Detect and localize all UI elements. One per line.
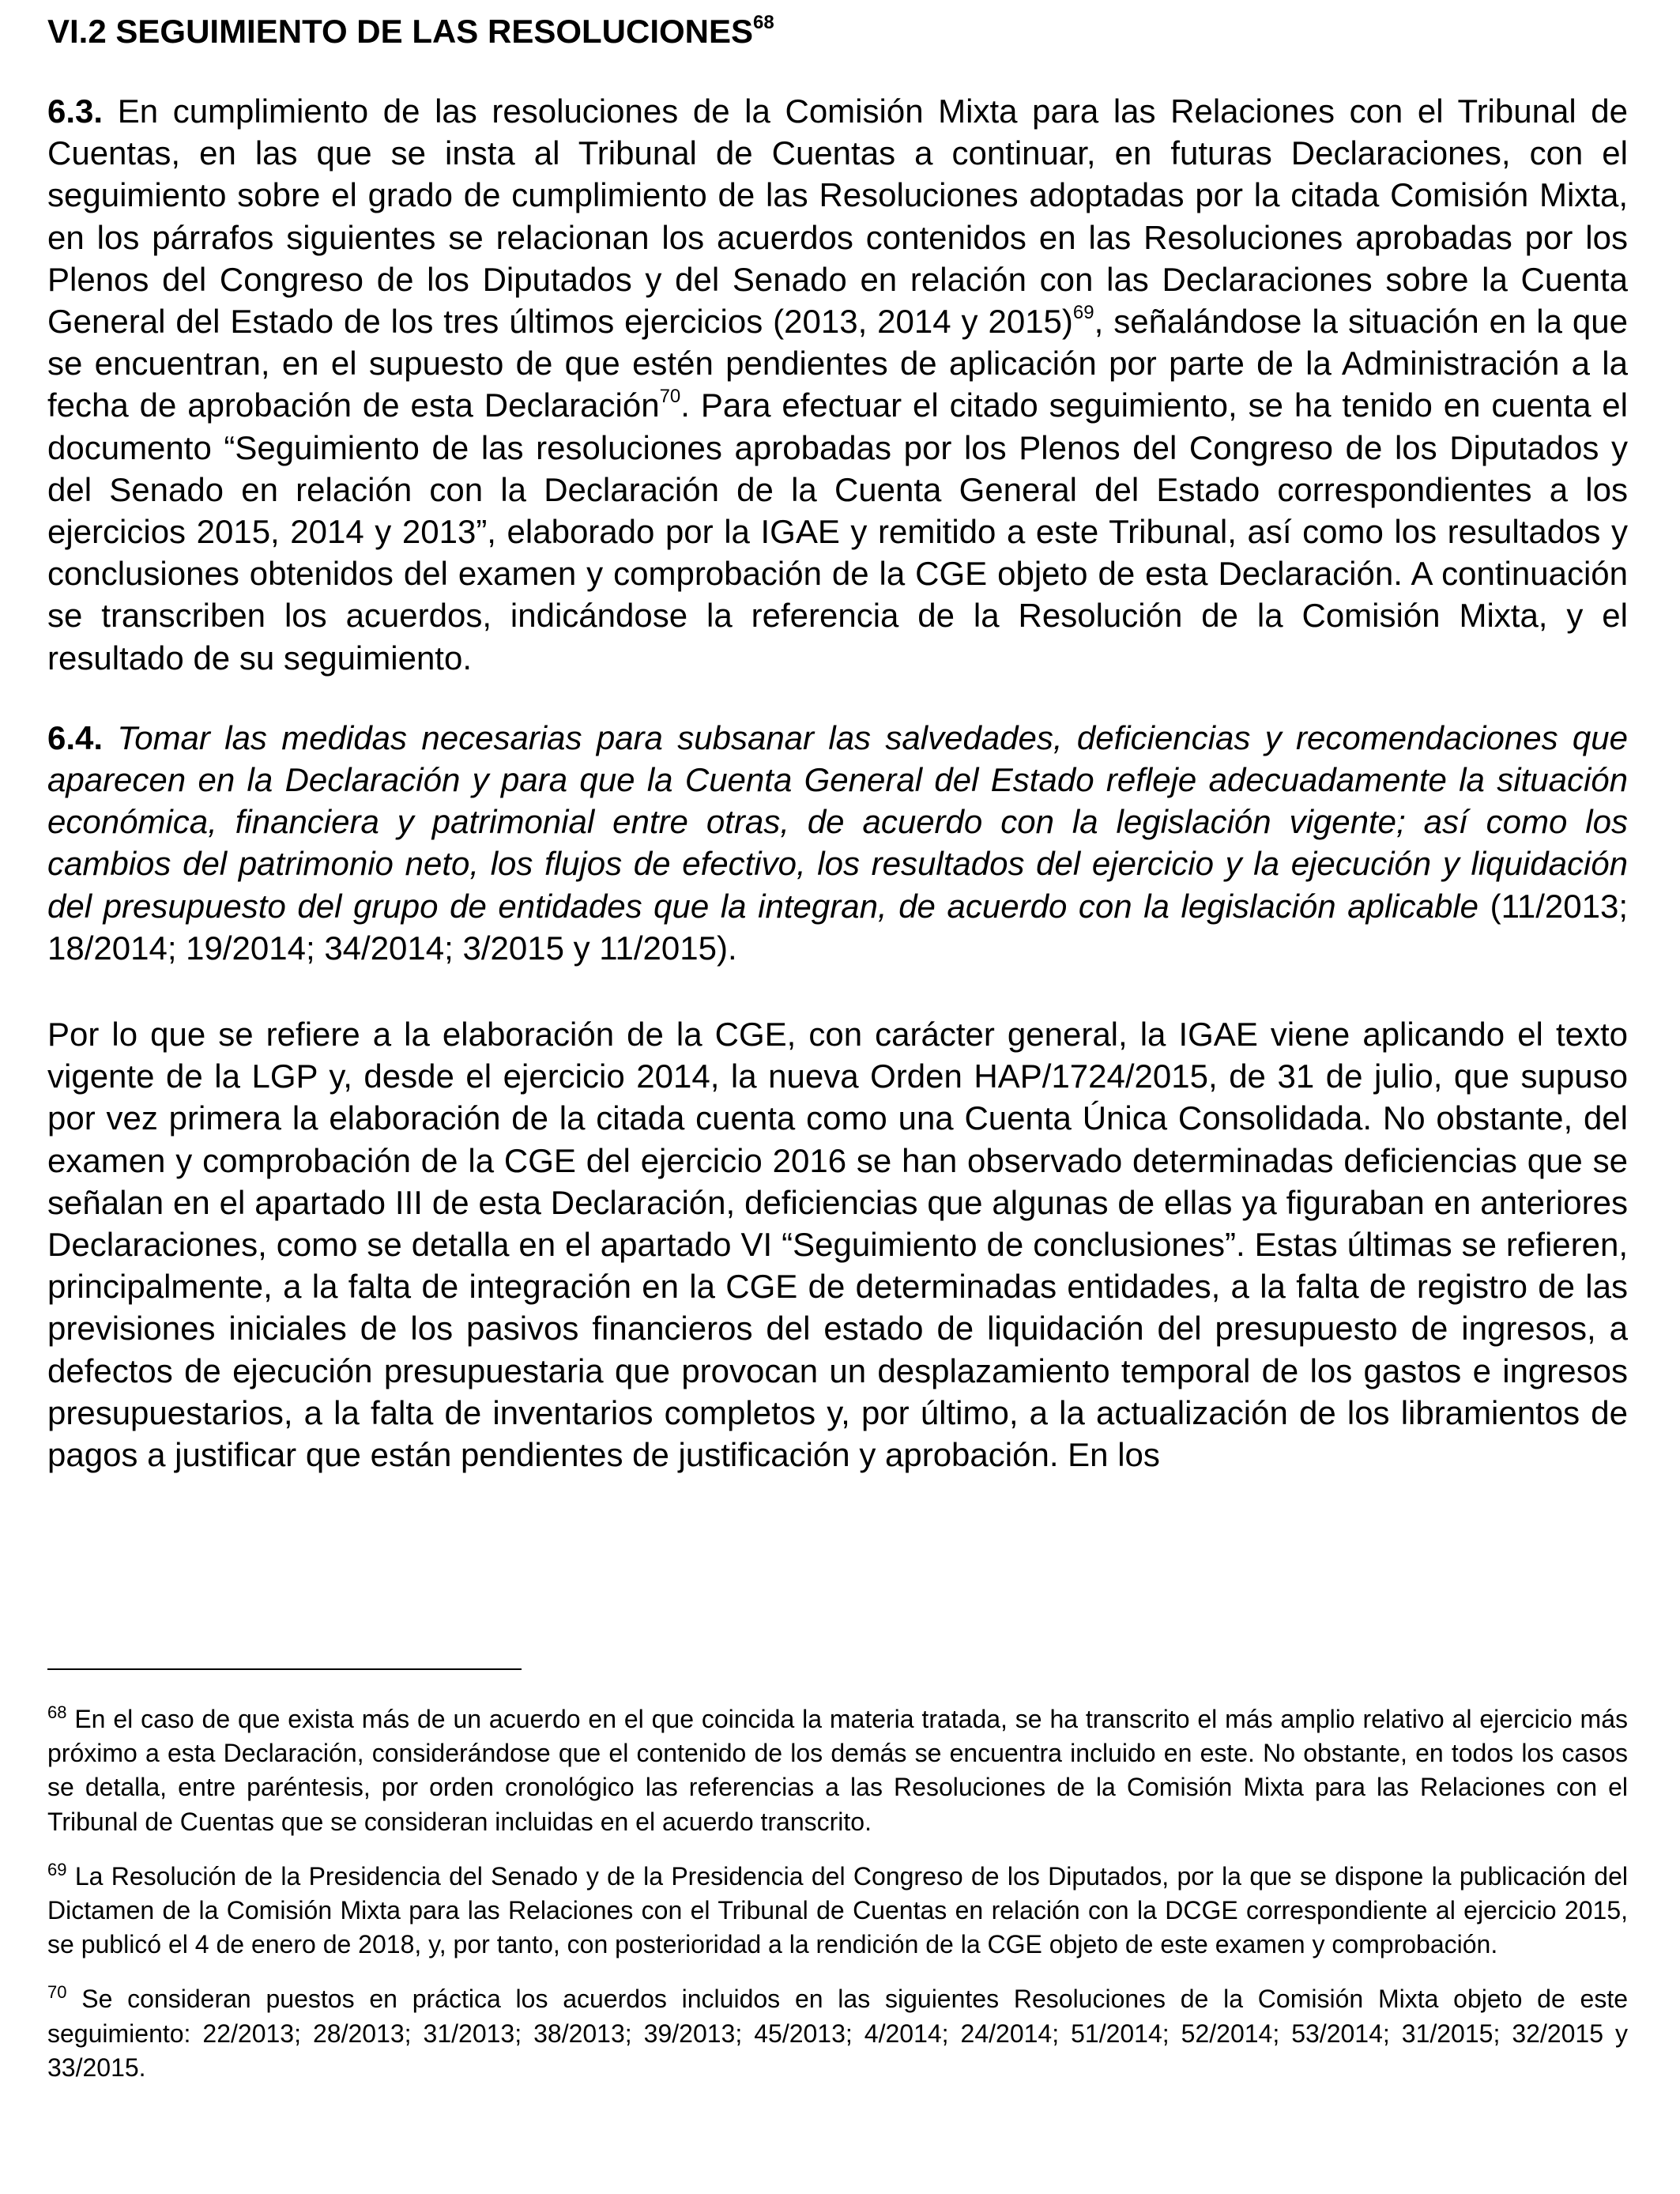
paragraph-cge-elaboration (47, 1013, 1628, 1476)
footnote-number: 68 (47, 1702, 67, 1722)
paragraph-number: 6.3. (47, 92, 104, 130)
footnote-text: La Resolución de la Presidencia del Senado y de la Presidencia del Congreso de los Diputados, por la que se dispone la publicación del Dictamen de la Comisión Mixta para las Relaciones con el Tribunal de Cuentas en relación con la DCGE correspondiente al ejercicio 2015, se publicó el 4 de enero de 2018, y, por tanto, con posterioridad a la rendición de la CGE objeto de este examen y comprobación. (47, 1861, 1628, 1959)
footnote-69 (47, 1860, 1628, 1962)
paragraph-text: Por lo que se refiere a la elaboración de la CGE, con carácter general, la IGAE viene aplicando el texto vigente de la LGP y, desde el ejercicio 2014, la nueva Orden HAP/1724/2015, de 31 de julio, que supuso por vez primera la elaboración de la citada cuenta como una Cuenta Única Consolidada. No obstante, del examen y comprobación de la CGE del ejercicio 2016 se han observado determinadas deficiencias que se señalan en el apartado III de esta Declaración, deficiencias que algunas de ellas ya figuraban en anteriores Declaraciones, como se detalla en el apartado VI “Seguimiento de conclusiones”. Estas últimas se refieren, principalmente, a la falta de integración en la CGE de determinadas entidades, a la falta de registro de las previsiones iniciales de los pasivos financieros del estado de liquidación del presupuesto de ingresos, a defectos de ejecución presupuestaria que provocan un desplazamiento temporal de los gastos e ingresos presupuestarios, a la falta de inventarios completos y, por último, a la actualización de los libramientos de pagos a justificar que están pendientes de justificación y aprobación. En los (47, 1016, 1628, 1474)
footnote-ref-69: 69 (1072, 302, 1094, 324)
footnote-text: Se consideran puestos en práctica los acuerdos incluidos en las siguientes Resoluciones de la Comisión Mixta objeto de este seguimiento: 22/2013; 28/2013; 31/2013; 38/2013; 39/2013; 45/2013; 4/2014; 24/2014; 51/2014; 52/2014; 53/2014; 31/2015; 32/2015 y 33/2015. (47, 1985, 1628, 2082)
paragraph-6-3 (47, 90, 1628, 679)
footnote-ref-68: 68 (753, 12, 774, 33)
paragraph-text: . Para efectuar el citado seguimiento, se ha tenido en cuenta el documento “Seguimiento de las resoluciones aprobadas por los Plenos del Congreso de los Diputados y del Senado en relación con la Declaración de la Cuenta General del Estado correspondientes a los ejercicios 2015, 2014 y 2013”, elaborado por la IGAE y remitido a este Tribunal, así como los resultados y conclusiones obtenidos del examen y comprobación de la CGE objeto de esta Declaración. A continuación se transcriben los acuerdos, indicándose la referencia de la Resolución de la Comisión Mixta, y el resultado de su seguimiento. (47, 386, 1628, 677)
document-page (47, 11, 1628, 2082)
footnote-number: 69 (47, 1859, 67, 1879)
paragraph-text: En cumplimiento de las resoluciones de la Comisión Mixta para las Relaciones con el Tribunal de Cuentas, en las que se insta al Tribunal de Cuentas a continuar, en futuras Declaraciones, con el seguimiento sobre el grado de cumplimiento de las Resoluciones adoptadas por la citada Comisión Mixta, en los párrafos siguientes se relacionan los acuerdos contenidos en las Resoluciones aprobadas por los Plenos del Congreso de los Diputados y del Senado en relación con las Declaraciones sobre la Cuenta General del Estado de los tres últimos ejercicios (2013, 2014 y 2015) (47, 92, 1628, 341)
footnote-ref-70: 70 (659, 386, 681, 408)
resolution-quote: Tomar las medidas necesarias para subsanar las salvedades, deficiencias y recomendaciones que aparecen en la Declaración y para que la Cuenta General del Estado refleje adecuadamente la situación económica, financiera y patrimonial entre otras, de acuerdo con la legislación vigente; así como los cambios del patrimonio neto, los flujos de efectivo, los resultados del ejercicio y la ejecución y liquidación del presupuesto del grupo de entidades que la integran, de acuerdo con la legislación aplicable (47, 718, 1628, 925)
section-heading-text: VI.2 SEGUIMIENTO DE LAS RESOLUCIONES (47, 13, 754, 50)
footnote-70 (47, 1982, 1628, 2085)
footnotes (47, 1702, 1628, 2085)
footnote-68 (47, 1702, 1628, 1839)
paragraph-text: , señalándose la situación en la que se encuentran, en el supuesto de que estén pendientes de aplicación por parte de la Administración a la fecha de aprobación de esta Declaración (47, 303, 1628, 424)
footnote-number: 70 (47, 1982, 67, 2003)
footnote-separator (47, 1668, 522, 1670)
paragraph-6-4 (47, 717, 1628, 969)
footnote-text: En el caso de que exista más de un acuerdo en el que coincida la materia tratada, se ha transcrito el más amplio relativo al ejercicio más próximo a esta Declaración, considerándose que el contenido de los demás se encuentra incluido en este. No obstante, en todos los casos se detalla, entre paréntesis, por orden cronológico las referencias a las Resoluciones de la Comisión Mixta para las Relaciones con el Tribunal de Cuentas que se consideran incluidas en el acuerdo transcrito. (47, 1705, 1628, 1836)
paragraph-number: 6.4. (47, 718, 104, 756)
resolution-references: (11/2013; 18/2014; 19/2014; 34/2014; 3/2015 y 11/2015). (47, 887, 1628, 967)
section-heading (47, 11, 1628, 52)
